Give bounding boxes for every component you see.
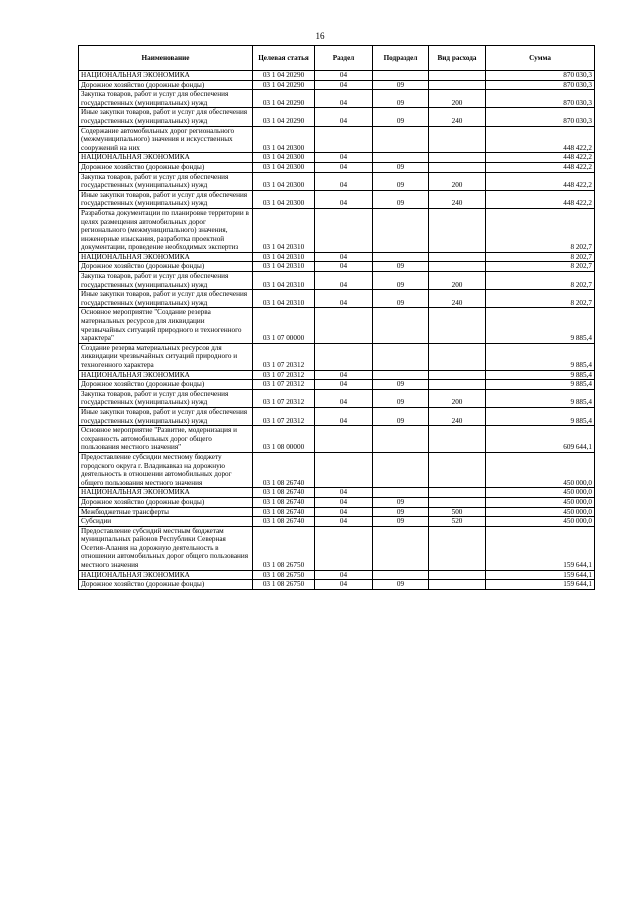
cell-article: 03 1 04 20310 (253, 262, 315, 272)
cell-amount: 448 422,2 (486, 190, 595, 208)
cell-section: 04 (315, 507, 373, 517)
cell-name: НАЦИОНАЛЬНАЯ ЭКОНОМИКА (79, 370, 253, 380)
table-row (79, 343, 595, 370)
cell-amount: 159 644,1 (486, 526, 595, 570)
cell-expense-type (429, 570, 486, 580)
cell-amount: 9 885,4 (486, 370, 595, 380)
cell-article: 03 1 04 20300 (253, 126, 315, 153)
cell-subsection: 09 (373, 172, 429, 190)
cell-section: 04 (315, 488, 373, 498)
cell-subsection: 09 (373, 380, 429, 390)
cell-section: 04 (315, 90, 373, 108)
cell-name: Межбюджетные трансферты (79, 507, 253, 517)
table-row (79, 290, 595, 308)
cell-amount: 450 000,0 (486, 452, 595, 487)
cell-article: 03 1 04 20310 (253, 208, 315, 252)
budget-table (78, 45, 595, 590)
table-row (79, 262, 595, 272)
cell-expense-type: 240 (429, 108, 486, 126)
cell-amount: 450 000,0 (486, 497, 595, 507)
header-expense-type: Вид расхода (429, 46, 486, 71)
cell-name: Иные закупки товаров, работ и услуг для обеспечения государственных (муниципальных) нужд (79, 108, 253, 126)
cell-name: Предоставление субсидии местному бюджету городского округа г. Владикавказ на дорожную деятельность в отношении автомобильных дорог общего пользования местного значения (79, 452, 253, 487)
table-row (79, 507, 595, 517)
cell-amount: 8 202,7 (486, 208, 595, 252)
cell-subsection (373, 370, 429, 380)
cell-subsection (373, 570, 429, 580)
cell-section (315, 308, 373, 343)
cell-name: Дорожное хозяйство (дорожные фонды) (79, 80, 253, 90)
table-row (79, 272, 595, 290)
cell-subsection: 09 (373, 80, 429, 90)
cell-expense-type (429, 126, 486, 153)
cell-name: Дорожное хозяйство (дорожные фонды) (79, 162, 253, 172)
cell-name: Основное мероприятие "Развитие, модернизация и сохранность автомобильных дорог общего пользования местного значения" (79, 426, 253, 453)
cell-subsection: 09 (373, 262, 429, 272)
cell-expense-type (429, 262, 486, 272)
cell-name: Разработка документации по планировке территории в целях размещения автомобильных дорог регионального (межмуниципального) значения, инженерные изыскания, разработка проектной документации, проведение необходимых экспертиз (79, 208, 253, 252)
cell-name: Закупка товаров, работ и услуг для обеспечения государственных (муниципальных) нужд (79, 272, 253, 290)
cell-article: 03 1 04 20290 (253, 71, 315, 81)
cell-expense-type: 200 (429, 172, 486, 190)
cell-amount: 159 644,1 (486, 570, 595, 580)
cell-section (315, 343, 373, 370)
cell-article: 03 1 08 26740 (253, 497, 315, 507)
cell-name: Иные закупки товаров, работ и услуг для обеспечения государственных (муниципальных) нужд (79, 190, 253, 208)
cell-section: 04 (315, 370, 373, 380)
cell-article: 03 1 08 26740 (253, 517, 315, 527)
cell-amount: 450 000,0 (486, 517, 595, 527)
cell-expense-type: 200 (429, 389, 486, 407)
cell-section: 04 (315, 497, 373, 507)
cell-article: 03 1 08 26750 (253, 526, 315, 570)
cell-section: 04 (315, 108, 373, 126)
cell-article: 03 1 08 26740 (253, 452, 315, 487)
cell-expense-type (429, 162, 486, 172)
table-header-row (79, 46, 595, 71)
table-row (79, 517, 595, 527)
table-row (79, 570, 595, 580)
cell-section (315, 126, 373, 153)
table-row (79, 389, 595, 407)
cell-amount: 9 885,4 (486, 389, 595, 407)
cell-article: 03 1 04 20310 (253, 272, 315, 290)
cell-name: Основное мероприятие "Создание резерва материальных ресурсов для ликвидации чрезвычайных ситуаций природного и техногенного характера" (79, 308, 253, 343)
cell-section: 04 (315, 272, 373, 290)
cell-name: Иные закупки товаров, работ и услуг для обеспечения государственных (муниципальных) нужд (79, 290, 253, 308)
cell-section: 04 (315, 389, 373, 407)
table-row (79, 162, 595, 172)
cell-article: 03 1 08 26740 (253, 507, 315, 517)
cell-article: 03 1 04 20310 (253, 290, 315, 308)
cell-subsection (373, 452, 429, 487)
cell-article: 03 1 08 26750 (253, 580, 315, 590)
cell-expense-type (429, 497, 486, 507)
cell-section: 04 (315, 252, 373, 262)
table-row (79, 426, 595, 453)
cell-article: 03 1 08 26750 (253, 570, 315, 580)
header-name: Наименование (79, 46, 253, 71)
cell-amount: 870 030,3 (486, 90, 595, 108)
cell-amount: 159 644,1 (486, 580, 595, 590)
cell-expense-type (429, 208, 486, 252)
table-row (79, 308, 595, 343)
cell-amount: 8 202,7 (486, 272, 595, 290)
cell-article: 03 1 04 20300 (253, 190, 315, 208)
cell-expense-type: 240 (429, 407, 486, 425)
cell-subsection (373, 208, 429, 252)
table-row (79, 108, 595, 126)
cell-section: 04 (315, 407, 373, 425)
cell-section: 04 (315, 517, 373, 527)
cell-name: НАЦИОНАЛЬНАЯ ЭКОНОМИКА (79, 71, 253, 81)
cell-name: Субсидии (79, 517, 253, 527)
cell-expense-type: 240 (429, 190, 486, 208)
cell-subsection (373, 71, 429, 81)
table-row (79, 190, 595, 208)
cell-name: НАЦИОНАЛЬНАЯ ЭКОНОМИКА (79, 252, 253, 262)
cell-expense-type (429, 153, 486, 163)
cell-expense-type (429, 580, 486, 590)
cell-subsection (373, 343, 429, 370)
cell-section: 04 (315, 580, 373, 590)
cell-amount: 870 030,3 (486, 108, 595, 126)
cell-article: 03 1 07 20312 (253, 389, 315, 407)
cell-name: НАЦИОНАЛЬНАЯ ЭКОНОМИКА (79, 153, 253, 163)
cell-amount: 8 202,7 (486, 290, 595, 308)
cell-expense-type (429, 488, 486, 498)
cell-article: 03 1 07 00000 (253, 308, 315, 343)
cell-article: 03 1 07 20312 (253, 370, 315, 380)
cell-section (315, 452, 373, 487)
table-row (79, 488, 595, 498)
table-row (79, 407, 595, 425)
cell-amount: 8 202,7 (486, 252, 595, 262)
cell-expense-type (429, 80, 486, 90)
cell-name: Иные закупки товаров, работ и услуг для обеспечения государственных (муниципальных) нужд (79, 407, 253, 425)
cell-subsection: 09 (373, 580, 429, 590)
cell-amount: 870 030,3 (486, 80, 595, 90)
cell-expense-type (429, 343, 486, 370)
cell-name: Дорожное хозяйство (дорожные фонды) (79, 380, 253, 390)
cell-subsection (373, 488, 429, 498)
cell-expense-type: 240 (429, 290, 486, 308)
cell-article: 03 1 04 20290 (253, 108, 315, 126)
header-article: Целевая статья (253, 46, 315, 71)
cell-subsection (373, 126, 429, 153)
cell-article: 03 1 04 20310 (253, 252, 315, 262)
cell-article: 03 1 08 26740 (253, 488, 315, 498)
cell-article: 03 1 04 20290 (253, 90, 315, 108)
cell-article: 03 1 04 20300 (253, 162, 315, 172)
cell-expense-type: 520 (429, 517, 486, 527)
cell-section: 04 (315, 380, 373, 390)
cell-amount: 9 885,4 (486, 308, 595, 343)
cell-subsection: 09 (373, 407, 429, 425)
table-row (79, 497, 595, 507)
cell-amount: 450 000,0 (486, 507, 595, 517)
table-row (79, 172, 595, 190)
cell-amount: 448 422,2 (486, 126, 595, 153)
cell-subsection: 09 (373, 108, 429, 126)
cell-name: Создание резерва материальных ресурсов для ликвидации чрезвычайных ситуаций природного и техногенного характера (79, 343, 253, 370)
cell-subsection (373, 252, 429, 262)
cell-subsection (373, 308, 429, 343)
cell-expense-type (429, 71, 486, 81)
cell-expense-type (429, 380, 486, 390)
cell-amount: 870 030,3 (486, 71, 595, 81)
cell-article: 03 1 07 20312 (253, 343, 315, 370)
cell-subsection: 09 (373, 497, 429, 507)
table-row (79, 153, 595, 163)
cell-subsection: 09 (373, 507, 429, 517)
cell-article: 03 1 04 20290 (253, 80, 315, 90)
cell-subsection: 09 (373, 389, 429, 407)
cell-section (315, 426, 373, 453)
cell-subsection (373, 526, 429, 570)
table-row (79, 208, 595, 252)
cell-name: Дорожное хозяйство (дорожные фонды) (79, 580, 253, 590)
table-row (79, 80, 595, 90)
table-row (79, 71, 595, 81)
cell-amount: 8 202,7 (486, 262, 595, 272)
cell-name: Предоставление субсидий местным бюджетам муниципальных районов Республики Северная Осетия-Алания на дорожную деятельность в отношении автомобильных дорог общего пользования местного значения (79, 526, 253, 570)
cell-subsection: 09 (373, 272, 429, 290)
cell-subsection: 09 (373, 517, 429, 527)
cell-section: 04 (315, 262, 373, 272)
cell-article: 03 1 07 20312 (253, 380, 315, 390)
cell-section: 04 (315, 71, 373, 81)
cell-expense-type: 200 (429, 90, 486, 108)
cell-name: Содержание автомобильных дорог регионального (межмуниципального) значения и искусственных сооружений на них (79, 126, 253, 153)
cell-amount: 448 422,2 (486, 172, 595, 190)
cell-section: 04 (315, 570, 373, 580)
cell-section: 04 (315, 172, 373, 190)
cell-name: Дорожное хозяйство (дорожные фонды) (79, 497, 253, 507)
cell-amount: 9 885,4 (486, 380, 595, 390)
cell-expense-type: 500 (429, 507, 486, 517)
table-body (79, 71, 595, 590)
cell-expense-type (429, 426, 486, 453)
cell-name: Закупка товаров, работ и услуг для обеспечения государственных (муниципальных) нужд (79, 172, 253, 190)
header-subsection: Подраздел (373, 46, 429, 71)
cell-expense-type (429, 526, 486, 570)
cell-section: 04 (315, 290, 373, 308)
cell-section (315, 526, 373, 570)
cell-expense-type (429, 252, 486, 262)
cell-section (315, 208, 373, 252)
cell-name: Закупка товаров, работ и услуг для обеспечения государственных (муниципальных) нужд (79, 389, 253, 407)
cell-article: 03 1 08 00000 (253, 426, 315, 453)
cell-name: НАЦИОНАЛЬНАЯ ЭКОНОМИКА (79, 570, 253, 580)
cell-expense-type (429, 308, 486, 343)
cell-expense-type (429, 452, 486, 487)
cell-article: 03 1 04 20300 (253, 153, 315, 163)
table-row (79, 380, 595, 390)
cell-amount: 448 422,2 (486, 153, 595, 163)
cell-subsection (373, 426, 429, 453)
cell-section: 04 (315, 190, 373, 208)
cell-article: 03 1 07 20312 (253, 407, 315, 425)
cell-amount: 609 644,1 (486, 426, 595, 453)
cell-section: 04 (315, 153, 373, 163)
cell-subsection: 09 (373, 290, 429, 308)
cell-subsection: 09 (373, 90, 429, 108)
table-row (79, 370, 595, 380)
page-number: 16 (315, 31, 325, 41)
cell-expense-type: 200 (429, 272, 486, 290)
cell-name: НАЦИОНАЛЬНАЯ ЭКОНОМИКА (79, 488, 253, 498)
header-amount: Сумма (486, 46, 595, 71)
cell-name: Закупка товаров, работ и услуг для обеспечения государственных (муниципальных) нужд (79, 90, 253, 108)
header-section: Раздел (315, 46, 373, 71)
cell-amount: 9 885,4 (486, 343, 595, 370)
table-row (79, 126, 595, 153)
cell-subsection: 09 (373, 190, 429, 208)
cell-article: 03 1 04 20300 (253, 172, 315, 190)
cell-expense-type (429, 370, 486, 380)
cell-subsection (373, 153, 429, 163)
table-row (79, 580, 595, 590)
cell-amount: 9 885,4 (486, 407, 595, 425)
cell-amount: 450 000,0 (486, 488, 595, 498)
table-row (79, 526, 595, 570)
cell-section: 04 (315, 162, 373, 172)
cell-section: 04 (315, 80, 373, 90)
cell-subsection: 09 (373, 162, 429, 172)
cell-name: Дорожное хозяйство (дорожные фонды) (79, 262, 253, 272)
table-row (79, 252, 595, 262)
table-row (79, 452, 595, 487)
table-row (79, 90, 595, 108)
cell-amount: 448 422,2 (486, 162, 595, 172)
